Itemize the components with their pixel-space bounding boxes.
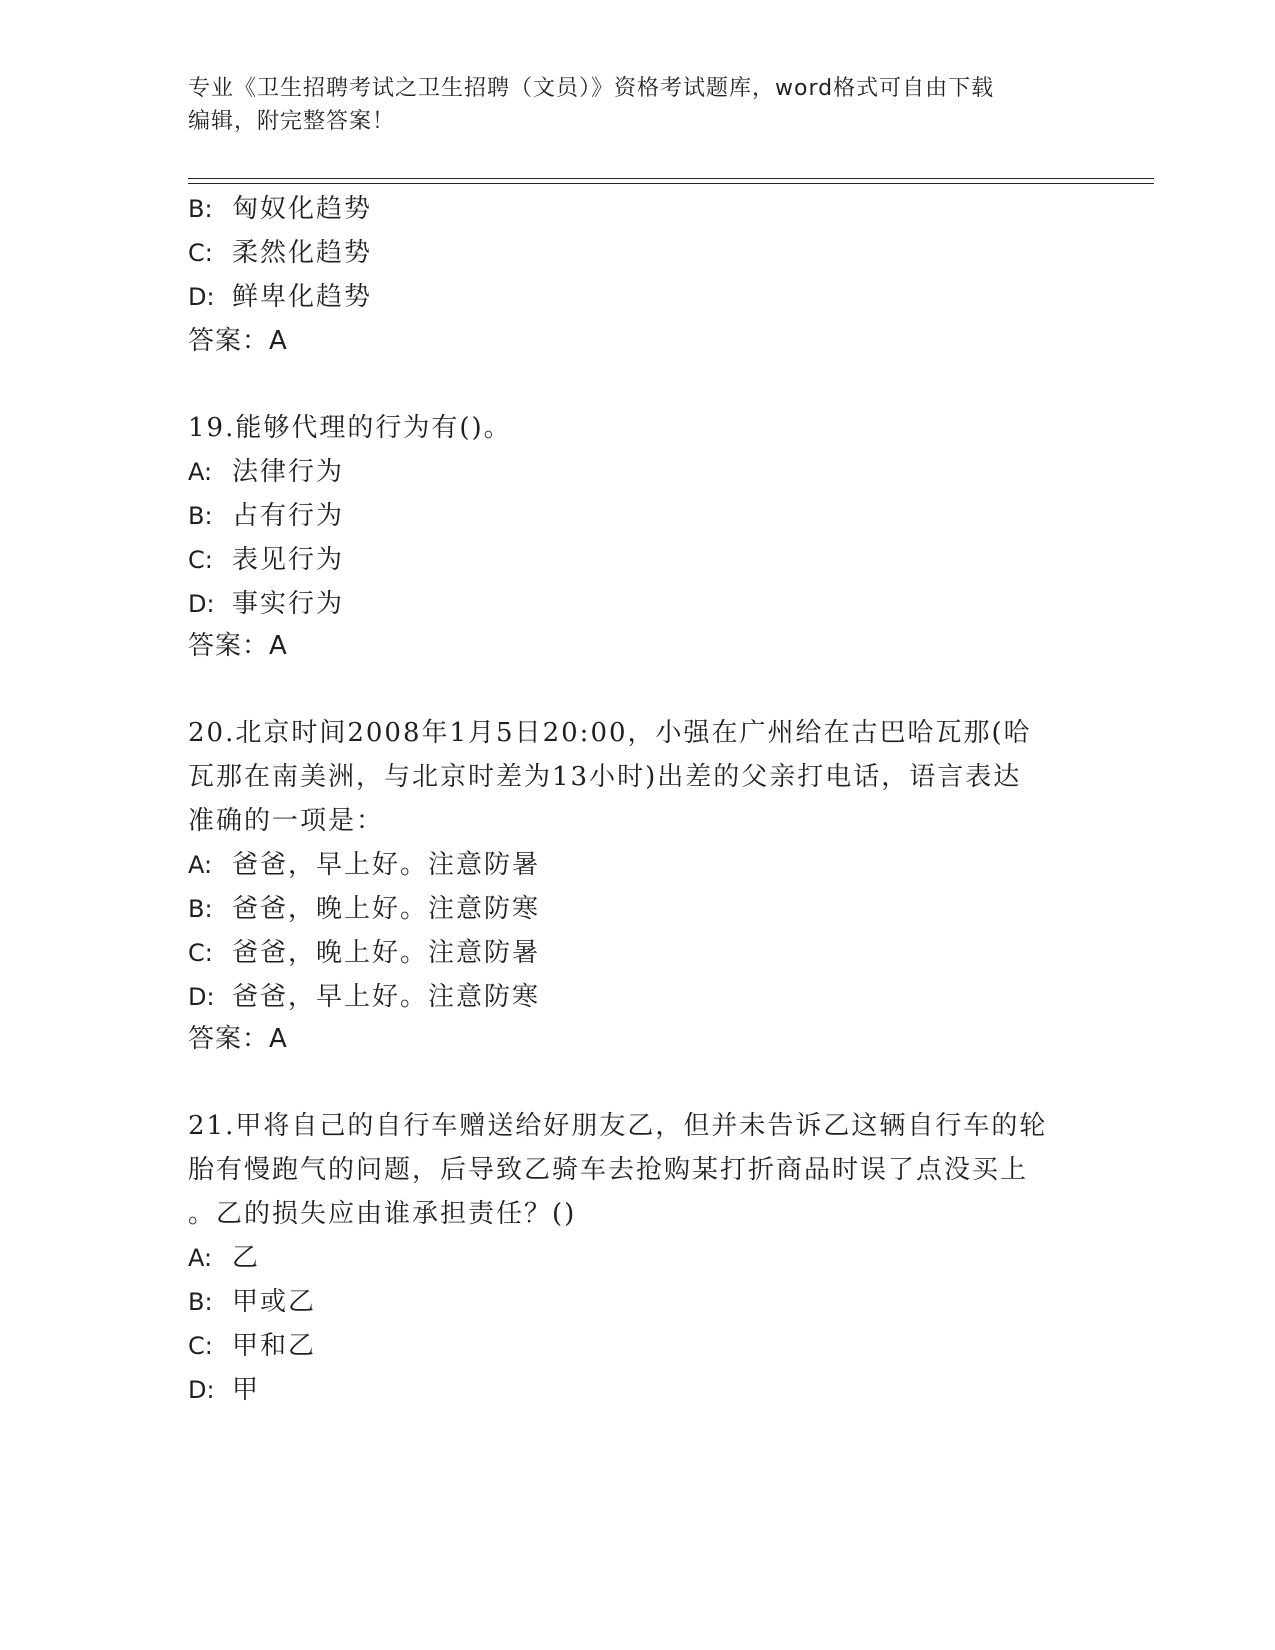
option-text: 事实行为: [232, 589, 345, 619]
option-key: C:: [188, 939, 213, 967]
option-text: 甲: [232, 1375, 261, 1405]
option-key: D:: [188, 983, 215, 1011]
option-text: 乙: [232, 1243, 261, 1273]
q20-stem-line-1: 20.北京时间2008年1月5日20:00，小强在广州给在古巴哈瓦那(哈: [188, 718, 1032, 748]
q21-option-b: [188, 1281, 316, 1318]
q19-option-b: [188, 495, 344, 532]
q21-option-d: [188, 1369, 260, 1406]
q18-option-b: [188, 188, 372, 225]
option-key: C:: [188, 239, 213, 267]
option-key: B:: [188, 502, 213, 530]
header-line-1: 专业《卫生招聘考试之卫生招聘（文员）》资格考试题库，word格式可自由下载: [188, 76, 995, 101]
q19-stem: 19.能够代理的行为有()。: [188, 413, 512, 443]
q19-option-d: [188, 583, 344, 620]
option-key: C:: [188, 546, 213, 574]
q19-option-c: [188, 539, 344, 576]
q21-option-a: [188, 1237, 260, 1274]
option-key: C:: [188, 1332, 213, 1360]
q20-option-a: [188, 844, 540, 881]
option-text: 爸爸，早上好。注意防寒: [232, 982, 541, 1012]
option-key: D:: [188, 590, 215, 618]
option-text: 甲和乙: [232, 1331, 317, 1361]
option-key: D:: [188, 1376, 215, 1404]
option-text: 匈奴化趋势: [232, 194, 373, 224]
option-text: 爸爸，晚上好。注意防寒: [232, 894, 541, 924]
q20-option-c: [188, 932, 540, 969]
option-key: A:: [188, 851, 213, 879]
q18-option-d: [188, 276, 372, 313]
option-text: 表见行为: [232, 545, 345, 575]
q20-option-d: [188, 976, 540, 1013]
q19-answer: 答案：A: [188, 631, 288, 661]
option-text: 爸爸，晚上好。注意防暑: [232, 938, 541, 968]
option-text: 柔然化趋势: [232, 238, 373, 268]
q21-stem-line-3: 。乙的损失应由谁承担责任？(): [188, 1199, 577, 1229]
option-text: 爸爸，早上好。注意防暑: [232, 850, 541, 880]
header-rule-bottom: [188, 183, 1154, 184]
q20-stem-line-3: 准确的一项是：: [188, 806, 385, 836]
q21-option-c: [188, 1325, 316, 1362]
option-key: A:: [188, 1244, 213, 1272]
option-text: 甲或乙: [232, 1287, 317, 1317]
option-text: 鲜卑化趋势: [232, 282, 373, 312]
q18-option-c: [188, 232, 372, 269]
header-line-2: 编辑，附完整答案！: [188, 109, 396, 134]
q20-option-b: [188, 888, 540, 925]
q21-stem-line-1: 21.甲将自己的自行车赠送给好朋友乙，但并未告诉乙这辆自行车的轮: [188, 1111, 1048, 1141]
option-key: D:: [188, 283, 215, 311]
q19-option-a: [188, 451, 344, 488]
q20-answer: 答案：A: [188, 1024, 288, 1054]
q20-stem-line-2: 瓦那在南美洲，与北京时差为13小时)出差的父亲打电话，语言表达: [188, 762, 1022, 792]
page-header: [188, 72, 1068, 138]
option-key: B:: [188, 895, 213, 923]
option-key: A:: [188, 458, 213, 486]
option-text: 占有行为: [232, 501, 345, 531]
q21-stem-line-2: 胎有慢跑气的问题，后导致乙骑车去抢购某打折商品时误了点没买上: [188, 1155, 1029, 1185]
option-text: 法律行为: [232, 457, 345, 487]
option-key: B:: [188, 1288, 213, 1316]
header-rule-top: [188, 178, 1154, 179]
q18-answer: 答案：A: [188, 326, 288, 356]
option-key: B:: [188, 195, 213, 223]
